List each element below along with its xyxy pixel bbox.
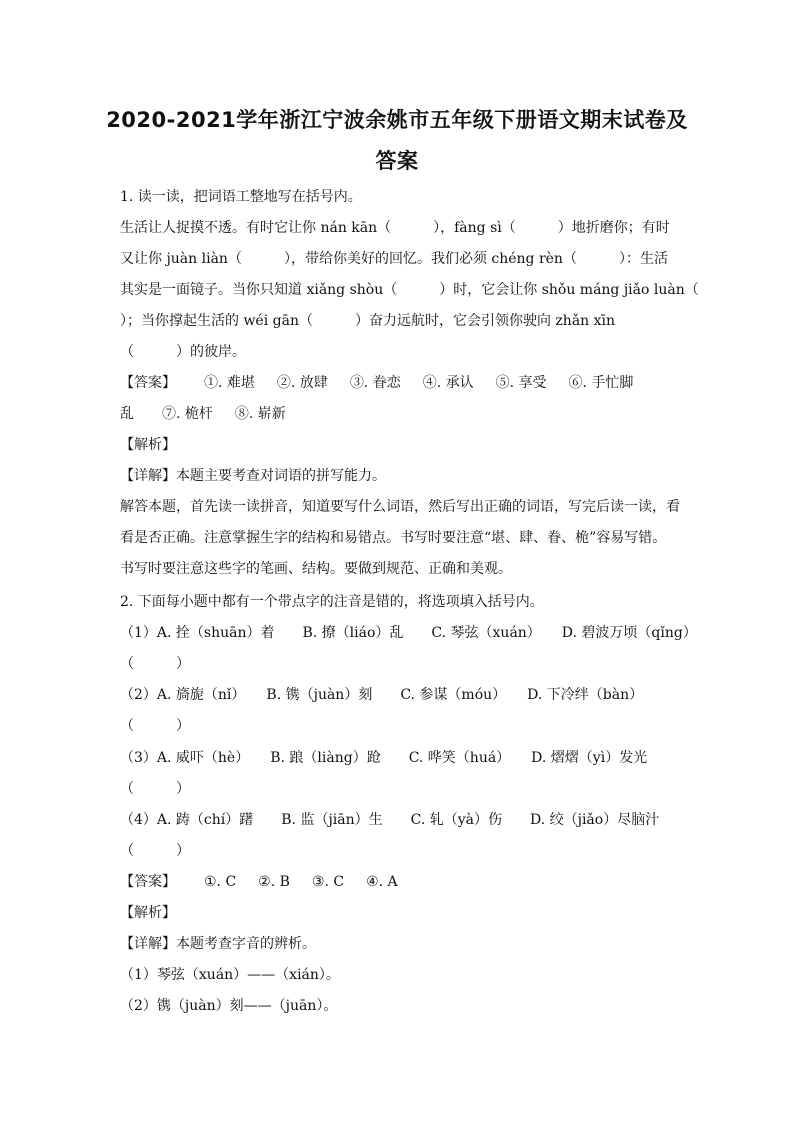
q2-item-1-blank: （ ） [120,656,190,672]
q2-item-2-options: （2）A. 旖旎（nǐ） B. 镌（juàn）刻 C. 参谋（móu） D. 下冷绊（bàn） [120,687,644,703]
q1-text-line5: （ ）的彼岸。 [120,344,246,360]
q1-text-line2: 又让你 juàn liàn（ ），带给你美好的回忆。我们必须 chéng rèn（ ）：生活 [120,251,668,267]
q1-text-line3: 其实是一面镜子。当你只知道 xiǎng shòu（ ）时，它会让你 shǒu máng jiǎo luàn（ [120,282,699,298]
q1-prompt: 1. 读一读，把词语工整地写在括号内。 [120,189,362,205]
answer-item: ①. 难堪 [204,375,255,391]
q1-text-line4: ）；当你撑起生活的 wéi gān（ ）奋力远航时，它会引领你驶向 zhǎn xīn [120,313,616,329]
q2-item-2-blank: （ ） [120,718,190,734]
q2-item-1-options: （1）A. 拴（shuān）着 B. 撩（liáo）乱 C. 琴弦（xuán） D. 碧波万顷（qǐng） [120,625,697,641]
q2-note-2: （2）镌（juàn）刻——（juān）。 [120,998,338,1014]
q1-detail: 【详解】本题主要考查对词语的拼写能力。 [120,468,386,484]
answer-item: ⑧. 崭新 [234,406,286,422]
q1-para-line2: 看是否正确。注意掌握生字的结构和易错点。书写时要注意“堪、肆、眷、桅”容易写错。 [120,530,667,546]
doc-title-line2: 答案 [375,149,419,173]
q2-item-4-options: （4）A. 踌（chí）躇 B. 监（jiān）生 C. 轧（yà）伤 D. 绞（jiǎo）尽脑汁 [120,812,660,828]
q2-prompt: 2. 下面每小题中都有一个带点字的注音是错的，将选项填入括号内。 [120,594,544,610]
q1-para-line1: 解答本题，首先读一读拼音，知道要写什么词语，然后写出正确的词语，写完后读一读，看 [120,499,680,515]
answer-item: ②. B [258,874,290,890]
answer-item: ③. C [311,874,345,890]
answer-item: ⑥. 手忙脚 [568,375,634,391]
doc-title-line1: 2020-2021学年浙江宁波余姚市五年级下册语文期末试卷及 [106,108,688,132]
q1-answer-line1 [120,373,680,393]
q2-item-4-blank: （ ） [120,843,190,859]
answer-label: 【答案】 [120,874,176,890]
answer-item: ⑦. 桅杆 [162,406,213,422]
q2-analysis-label: 【解析】 [120,905,176,921]
answer-item: 乱 [120,406,134,422]
answer-item: ②. 放肆 [276,375,328,391]
q1-analysis-label: 【解析】 [120,437,176,453]
q2-item-3-blank: （ ） [120,781,190,797]
q2-answer-line [120,872,680,892]
answer-item: ①. C [204,874,237,890]
answer-label: 【答案】 [120,375,176,391]
answer-item: ④. A [366,874,398,890]
q1-text-line1: 生活让人捉摸不透。有时它让你 nán kān（ ），fàng sì（ ）地折磨你；有时 [120,220,670,236]
answer-item: ⑤. 享受 [495,375,547,391]
q2-note-1: （1）琴弦（xuán）——（xián）。 [120,967,340,983]
answer-item: ③. 眷恋 [349,375,401,391]
q1-answer-line2 [120,404,680,424]
q2-detail: 【详解】本题考查字音的辨析。 [120,936,316,952]
q1-para-line3: 书写时要注意这些字的笔画、结构。要做到规范、正确和美观。 [120,561,512,577]
answer-item: ④. 承认 [422,375,474,391]
q2-item-3-options: （3）A. 威吓（hè） B. 踉（liàng）跄 C. 哗笑（huá） D. 熠熠（yì）发光 [120,750,648,766]
